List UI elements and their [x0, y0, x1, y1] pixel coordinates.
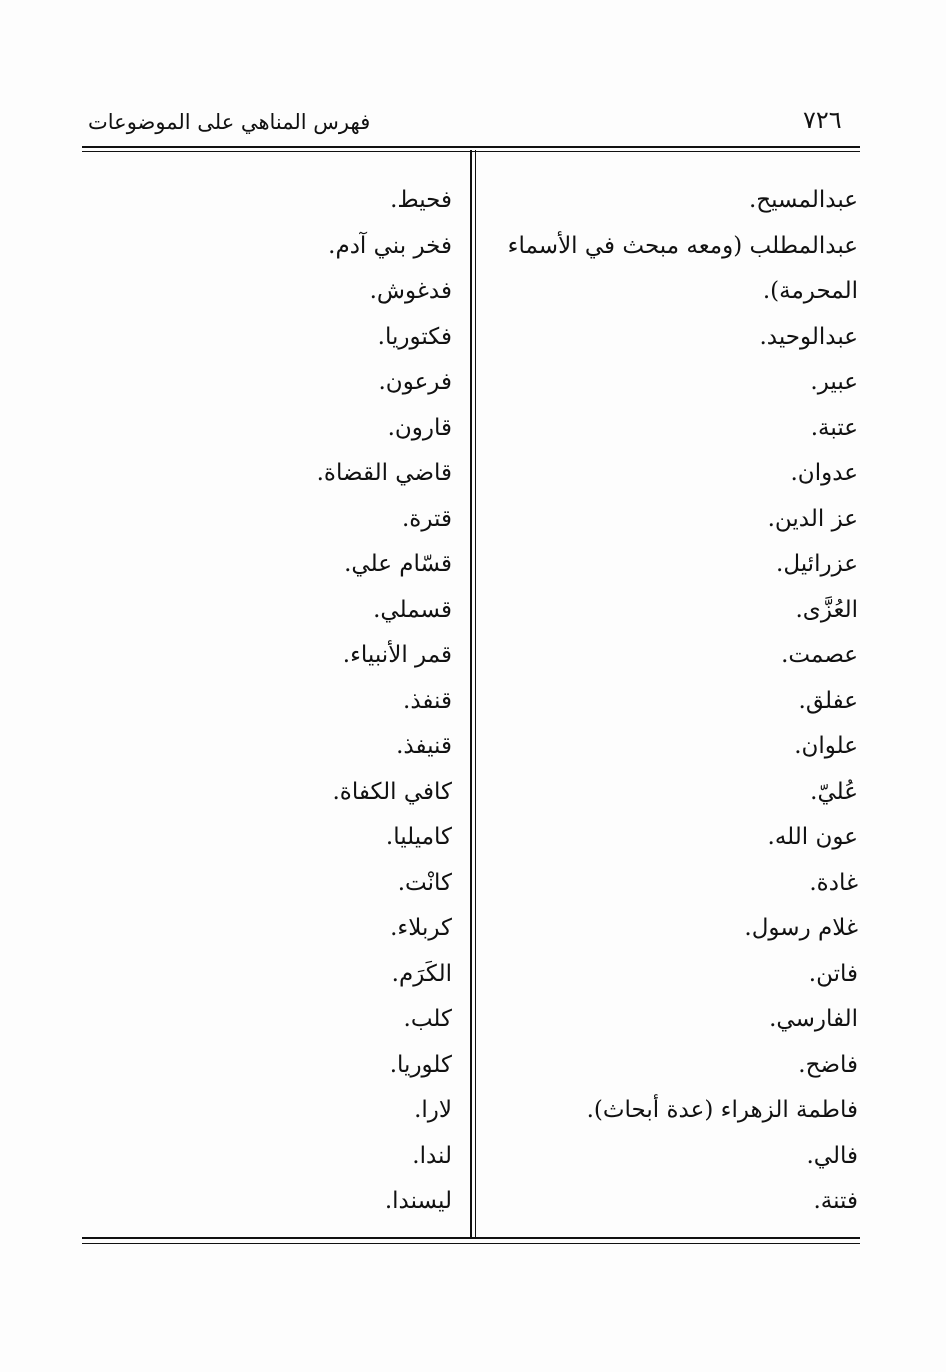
index-entry: فالي.	[806, 1142, 858, 1169]
index-entry: لارا.	[414, 1097, 452, 1123]
index-entry: فتنة.	[813, 1188, 858, 1214]
column-divider-right	[475, 150, 476, 1238]
index-entry: كانْت.	[397, 869, 452, 896]
index-entry: فاطمة الزهراء (عدة أبحاث).	[586, 1097, 858, 1123]
footer-rule-top	[82, 1237, 860, 1239]
index-entry: غلام رسول.	[744, 915, 858, 941]
index-entry: فاتن.	[808, 960, 858, 987]
index-entry: قاضي القضاة.	[316, 460, 452, 486]
index-column-left	[92, 178, 452, 1225]
index-entry: الكَرَم.	[391, 960, 452, 987]
index-entry: ليسندا.	[384, 1188, 452, 1214]
column-divider-left	[470, 150, 472, 1238]
index-entry: عبدالمطلب (ومعه مبحث في الأسماء	[507, 232, 858, 259]
index-entry: عدوان.	[790, 460, 858, 486]
index-entry: قسملي.	[373, 596, 452, 623]
footer-rule-bottom	[82, 1243, 860, 1244]
index-entry: الفارسي.	[769, 1006, 858, 1032]
index-entry: المحرمة).	[762, 278, 858, 304]
index-entry: كاميليا.	[385, 824, 452, 850]
index-entry: فاضح.	[798, 1051, 858, 1078]
running-header-title: فهرس المناهي على الموضوعات	[88, 110, 371, 134]
index-entry: قمر الأنبياء.	[342, 642, 452, 668]
index-entry: عز الدين.	[767, 505, 858, 532]
index-entry: عتبة.	[810, 414, 858, 441]
index-entry: قارون.	[387, 414, 452, 441]
index-entry: فدغوش.	[369, 278, 452, 304]
header-rule-top	[82, 146, 860, 148]
index-entry: علوان.	[794, 733, 858, 759]
index-entry: العُزَّى.	[795, 596, 858, 623]
index-entry: عبير.	[810, 369, 858, 395]
index-entry: عفلق.	[798, 687, 858, 714]
index-entry: عبدالمسيح.	[748, 187, 858, 213]
index-entry: كلوريا.	[389, 1051, 452, 1078]
index-entry: قنفذ.	[403, 687, 452, 714]
index-entry: غادة.	[809, 869, 858, 896]
index-entry: عُليّ.	[810, 778, 858, 805]
index-entry: فرعون.	[378, 369, 452, 395]
index-entry: عصمت.	[781, 642, 858, 668]
index-entry: فخر بني آدم.	[328, 232, 452, 259]
index-column-right	[486, 178, 858, 1225]
index-entry: قترة.	[402, 505, 452, 532]
index-entry: كربلاء.	[390, 915, 452, 941]
index-entry: عزرائيل.	[776, 551, 858, 577]
index-entry: فكتوريا.	[377, 323, 452, 350]
index-entry: عون الله.	[767, 824, 858, 850]
index-entry: عبدالوحيد.	[759, 323, 858, 350]
index-entry: قسّام علي.	[344, 551, 452, 577]
index-entry: كافي الكفاة.	[332, 778, 452, 805]
index-entry: فحيط.	[390, 187, 452, 213]
page-number: ٧٢٦	[803, 106, 842, 134]
index-entry: قنيفذ.	[396, 733, 452, 759]
index-entry: لندا.	[412, 1142, 452, 1169]
index-entry: كلب.	[403, 1006, 452, 1032]
